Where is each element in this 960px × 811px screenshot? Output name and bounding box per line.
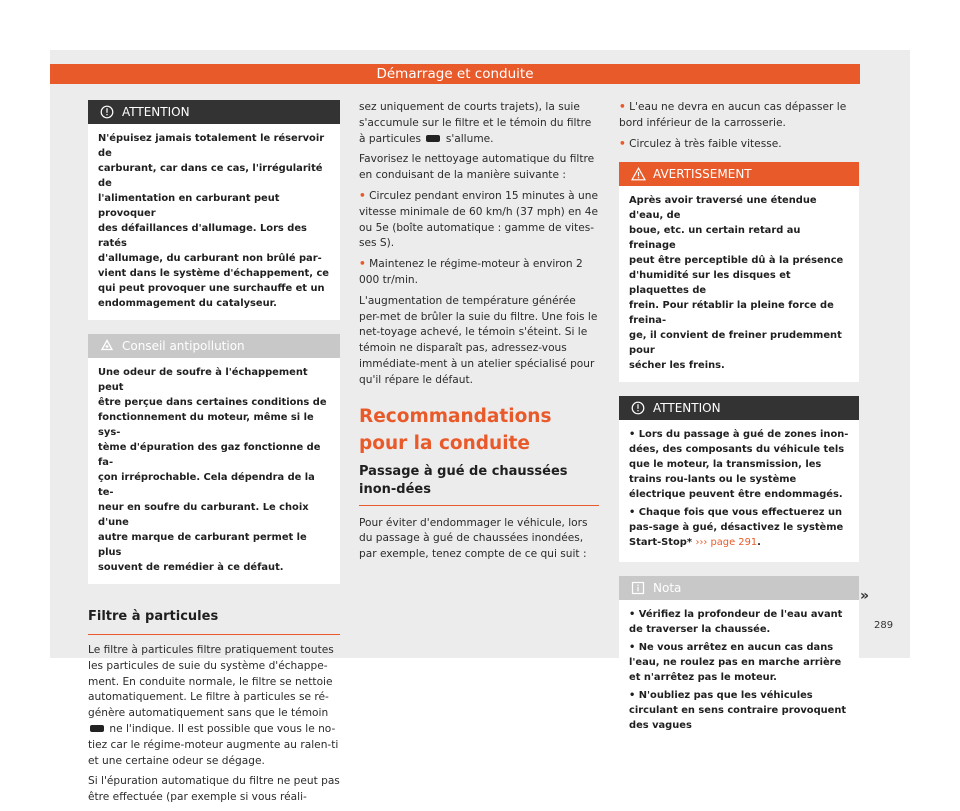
warning-triangle-icon [629, 165, 647, 183]
middle-text [359, 100, 599, 389]
attention-line: N'épuisez jamais totalement le réservoir de [98, 133, 325, 159]
ford-intro-text [359, 516, 599, 563]
bullet-text: Lors du passage à gué de zones inon-dées, des composants du véhicule tels que le moteur, la transmission, les trains rou-lants ou le système électrique peuvent être endommagés. [629, 429, 849, 501]
attention-line: des défaillances d'allumage. Lors des ratés [98, 223, 307, 249]
middle-paragraph [359, 100, 599, 147]
antipollution-heading: Conseil antipollution [122, 339, 245, 353]
antipollution-line: tème d'épuration des gaz fonctionne de fa- [98, 442, 321, 468]
attention-box-2 [619, 396, 859, 562]
antipollution-line: fonctionnement du moteur, même si le sys- [98, 412, 314, 438]
subsection-heading: Passage à gué de chaussées inon-dées [359, 463, 568, 497]
chapter-banner [50, 64, 860, 84]
warning-line: Après avoir traversé une étendue d'eau, de [629, 195, 817, 222]
middle-paragraph: Pour éviter d'endommager le véhicule, lors du passage à gué de chaussées inondées, par exemple, tenez compte de ce qui suit : [359, 516, 588, 561]
antipollution-line: çon irréprochable. Cela dépendra de la te- [98, 472, 315, 498]
antipollution-line: souvent de remédier à ce défaut. [98, 562, 284, 573]
middle-text-part: s'allume. [445, 132, 494, 145]
right-bullets [619, 100, 859, 152]
bullet-text: N'oubliez pas que les véhicules circulant en sens contraire provoquent des vagues [629, 690, 847, 732]
filter-heading-block [88, 608, 340, 635]
note-bullet [629, 640, 850, 685]
bullet-mark: • [359, 189, 366, 202]
antipollution-header [88, 334, 340, 358]
info-circle-icon [629, 399, 647, 417]
warning-line: ge, il convient de freiner prudemment pour [629, 330, 842, 357]
warning-line: peut être perceptible dû à la présence [629, 255, 844, 267]
filter-text-part: ne l'indique. Il est possible que vous le no-tiez car le régime-moteur augmente au ralen-ti et une certaine odeur se dégage. [88, 722, 339, 767]
antipollution-line: neur en soufre du carburant. Le choix d'une [98, 502, 309, 528]
attention-bullet [629, 505, 850, 550]
attention-bullet [629, 427, 850, 502]
note-heading: Nota [653, 581, 682, 596]
warning-box [619, 162, 859, 382]
antipollution-body [88, 358, 340, 584]
bullet-mark: • [359, 258, 366, 271]
particle-filter-warning-icon [426, 135, 440, 142]
antipollution-box [88, 334, 340, 584]
page-reference-link[interactable]: ››› page 291 [695, 537, 758, 549]
bullet-text: . [757, 537, 761, 549]
middle-bullet [359, 189, 599, 252]
warning-line: boue, etc. un certain retard au freinage [629, 225, 801, 252]
warning-line: d'humidité sur les disques et plaquettes de [629, 270, 791, 297]
attention-line: d'allumage, du carburant non brûlé par- [98, 253, 322, 264]
right-column [619, 100, 859, 745]
filter-text-part: Le filtre à particules filtre pratiquement toutes les particules de suie du système d'échappe-ment. En conduite normale, le filtre se nettoie automatiquement. Le filtre à particules se ré-génère automatiquement sans que le témoin [88, 644, 334, 720]
antipollution-line: autre marque de carburant permet le plus [98, 532, 307, 558]
warning-line: frein. Pour rétablir la pleine force de freina- [629, 300, 834, 327]
bullet-text: Circulez pendant environ 15 minutes à une vitesse minimale de 60 km/h (37 mph) en 4e ou 5e (boîte automatique : gamme de vites-ses S). [359, 189, 599, 250]
subsection-heading-block [359, 463, 599, 506]
attention-header [88, 100, 340, 124]
right-bullet [619, 100, 859, 132]
warning-header [619, 162, 859, 186]
bullet-text: Circulez à très faible vitesse. [629, 137, 782, 150]
attention-heading: ATTENTION [122, 105, 190, 119]
info-square-icon [629, 579, 647, 597]
bullet-mark: • [629, 609, 636, 621]
warning-heading: AVERTISSEMENT [653, 167, 752, 182]
attention-header [619, 396, 859, 420]
bullet-text: Vérifiez la profondeur de l'eau avant de traverser la chaussée. [629, 609, 843, 636]
attention-line: l'alimentation en carburant peut provoquer [98, 193, 280, 219]
note-box [619, 576, 859, 745]
bullet-mark: • [619, 101, 626, 113]
left-column [88, 100, 340, 811]
attention-box [88, 100, 340, 320]
middle-paragraph: L'augmentation de température générée per-met de brûler la suie du filtre. Une fois le net-toyage achevé, le témoin s'éteint. Si le témoin ne disparaît pas, adressez-vous immédiate-ment à un atelier spécialisé pour qu'il répare le défaut. [359, 294, 598, 386]
right-bullet [619, 137, 859, 153]
filter-paragraph [88, 643, 340, 769]
bullet-text: Chaque fois que vous effectuerez un pas-sage à gué, désactivez le système Start-Stop* [629, 507, 844, 549]
section-title-block [359, 403, 599, 457]
attention-line: vient dans le système d'échappement, ce [98, 268, 329, 279]
bullet-text: Ne vous arrêtez en aucun cas dans l'eau, ne roulez pas en marche arrière et n'arrêtez pas le moteur. [629, 642, 842, 684]
bullet-text: L'eau ne devra en aucun cas dépasser le bord inférieur de la carrosserie. [619, 101, 847, 129]
continue-mark: » [860, 588, 870, 604]
attention-heading: ATTENTION [653, 401, 721, 416]
note-bullet [629, 607, 850, 637]
note-bullet [629, 688, 850, 733]
filter-text [88, 643, 340, 806]
page-number: 289 [874, 620, 894, 631]
attention-line: carburant, car dans ce cas, l'irrégularité de [98, 163, 323, 189]
note-header [619, 576, 859, 600]
middle-text-part: sez uniquement de courts trajets), la suie s'accumule sur le filtre et le témoin du filtre à particules [359, 101, 592, 145]
section-title: Recommandations pour la conduite [359, 405, 552, 454]
attention-body [88, 124, 340, 320]
chapter-title: Démarrage et conduite [376, 66, 534, 82]
bullet-text: Maintenez le régime-moteur à environ 2 000 tr/min. [359, 258, 583, 286]
bullet-mark: • [629, 429, 636, 441]
bullet-mark: • [629, 690, 636, 702]
bullet-mark: • [619, 137, 626, 150]
attention-line: endommagement du catalyseur. [98, 298, 277, 309]
attention-body [619, 420, 859, 562]
warning-body [619, 186, 859, 382]
middle-bullet [359, 257, 599, 289]
info-circle-icon [98, 103, 116, 121]
filter-paragraph: Si l'épuration automatique du filtre ne peut pas être effectuée (par exemple si vous réali- [88, 775, 340, 804]
recycle-icon [98, 337, 116, 355]
attention-line: qui peut provoquer une surchauffe et un [98, 283, 325, 294]
middle-column [359, 100, 599, 568]
bullet-mark: • [629, 507, 636, 519]
middle-paragraph: Favorisez le nettoyage automatique du filtre en conduisant de la manière suivante : [359, 153, 595, 182]
bullet-mark: • [629, 642, 636, 654]
particle-filter-warning-icon [90, 725, 104, 732]
filter-heading: Filtre à particules [88, 609, 219, 624]
antipollution-line: être perçue dans certaines conditions de [98, 397, 327, 408]
warning-line: sécher les freins. [629, 360, 725, 372]
antipollution-line: Une odeur de soufre à l'échappement peut [98, 367, 308, 393]
note-body [619, 600, 859, 745]
